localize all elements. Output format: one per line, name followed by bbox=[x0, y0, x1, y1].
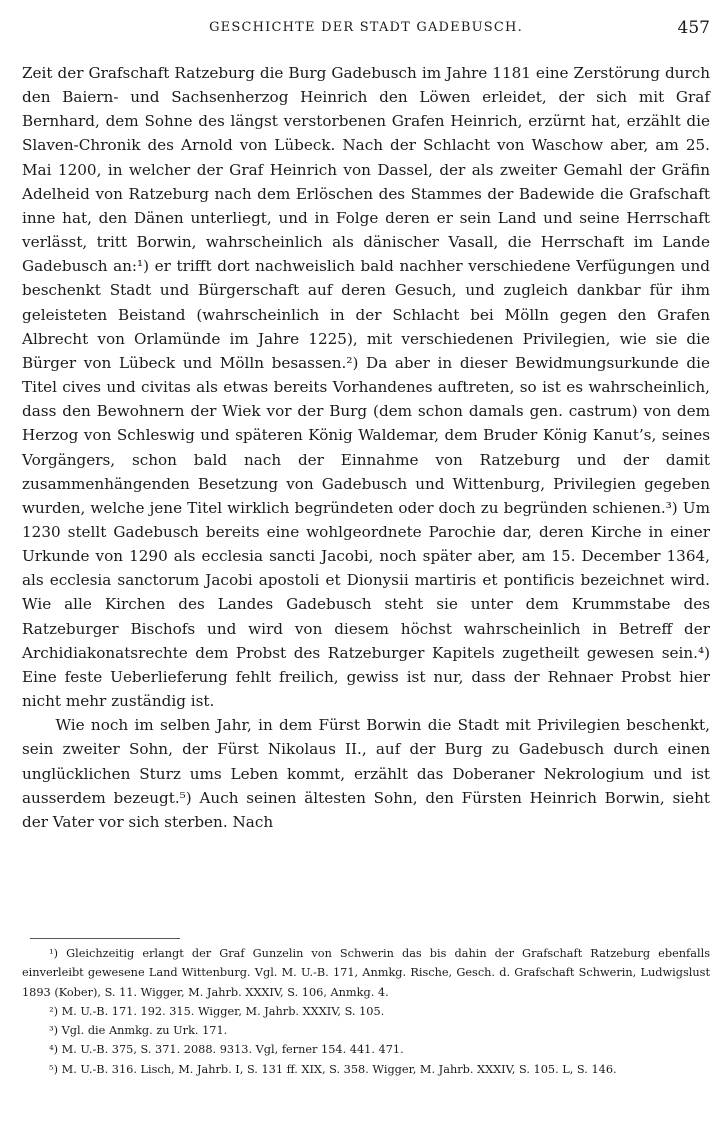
footnote: ³) Vgl. die Anmkg. zu Urk. 171. bbox=[49, 1024, 228, 1038]
footnote: ¹) Gleichzeitig erlangt der Graf Gunzelin von Schwerin das bis dahin der Grafschaft Ratzeburg ebenfalls einverleibt gewesene Land Wittenburg. Vgl. M. U.-B. 171, Anmkg. Rische, Gesch. d. Grafschaft Schwerin, Ludwigslust 1893 (Kober), S. 11. Wigger, M. Jahrb. XXXIV, S. 106, Anmkg. 4. bbox=[22, 947, 710, 999]
paragraph: Zeit der Grafschaft Ratzeburg die Burg Gadebusch im Jahre 1181 eine Zerstörung durch den Baiern- und Sachsenherzog Heinrich den Löwen erleidet, der sich mit Graf Bernhard, dem Sohne des längst verstorbenen Grafen Heinrich, erzürnt hat, erzählt die Slaven-Chronik des Arnold von Lübeck. Nach der Schlacht von Waschow aber, am 25. Mai 1200, in welcher der Graf Heinrich von Dassel, der als zweiter Gemahl der Gräfin Adelheid von Ratzeburg nach dem Erlöschen des Stammes der Badewide die Grafschaft inne hat, den Dänen unterliegt, und in Folge deren er sein Land und seine Herrschaft verlässt, tritt Borwin, wahrscheinlich als dänischer Vasall, die Herrschaft im Lande Gadebusch an:¹) er trifft dort nachweislich bald nachher verschiedene Verfügungen und beschenkt Stadt und Bürgerschaft auf deren Gesuch, und zugleich dankbar für ihm geleisteten Beistand (wahrscheinlich in der Schlacht bei Mölln gegen den Grafen Albrecht von Orlamünde im Jahre 1225), mit verschiedenen Privilegien, wie sie die Bürger von Lübeck und Mölln besassen.²) Da aber in dieser Bewidmungsurkunde die Titel cives und civitas als etwas bereits Vorhandenes auftreten, so ist es wahrscheinlich, dass den Bewohnern der Wiek vor der Burg (dem schon damals gen. castrum) von dem Herzog von Schleswig und späteren König Waldemar, dem Bruder König Kanut’s, seines Vorgängers, schon bald nach der Einnahme von Ratzeburg und der damit zusammenhängenden Besetzung von Gadebusch und Wittenburg, Privilegien gegeben wurden, welche jene Titel wirklich begründeten oder doch zu begründen schienen.³) Um 1230 stellt Gadebusch bereits eine wohlgeordnete Parochie dar, deren Kirche in einer Urkunde von 1290 als ecclesia sancti Jacobi, noch später aber, am 15. December 1364, als ecclesia sanctorum Jacobi apostoli et Dionysii martiris et pontificis bezeichnet wird. Wie alle Kirchen des Landes Gadebusch steht sie unter dem Krummstabe des Ratzeburger Bischofs und wird von diesem höchst wahrscheinlich in Betreff der Archidiakonatsrechte dem Probst des Ratzeburger Kapitels zugetheilt gewesen sein.⁴) Eine feste Ueberlieferung fehlt freilich, gewiss ist nur, dass der Rehnaer Probst hier nicht mehr zuständig ist. bbox=[22, 64, 710, 711]
page-header bbox=[22, 18, 710, 44]
main-text bbox=[22, 61, 710, 834]
page-number: 457 bbox=[677, 18, 710, 38]
footnote: ⁴) M. U.-B. 375, S. 371. 2088. 9313. Vgl, ferner 154. 441. 471. bbox=[49, 1043, 404, 1057]
footnote: ⁵) M. U.-B. 316. Lisch, M. Jahrb. I, S. 131 ff. XIX, S. 358. Wigger, M. Jahrb. XXXIV, S. 105. L, S. 146. bbox=[49, 1062, 617, 1076]
running-title: GESCHICHTE DER STADT GADEBUSCH. bbox=[209, 20, 523, 35]
footnotes bbox=[22, 944, 710, 1079]
paragraph: Wie noch im selben Jahr, in dem Fürst Borwin die Stadt mit Privilegien beschenkt, sein zweiter Sohn, der Fürst Nikolaus II., auf der Burg zu Gadebusch durch einen unglücklichen Sturz ums Leben kommt, erzählt das Doberaner Nekrologium und ist ausserdem bezeugt.⁵) Auch seinen ältesten Sohn, den Fürsten Heinrich Borwin, sieht der Vater vor sich sterben. Nach bbox=[22, 716, 710, 831]
footnote: ²) M. U.-B. 171. 192. 315. Wigger, M. Jahrb. XXXIV, S. 105. bbox=[49, 1004, 385, 1018]
footnote-divider bbox=[30, 938, 180, 939]
